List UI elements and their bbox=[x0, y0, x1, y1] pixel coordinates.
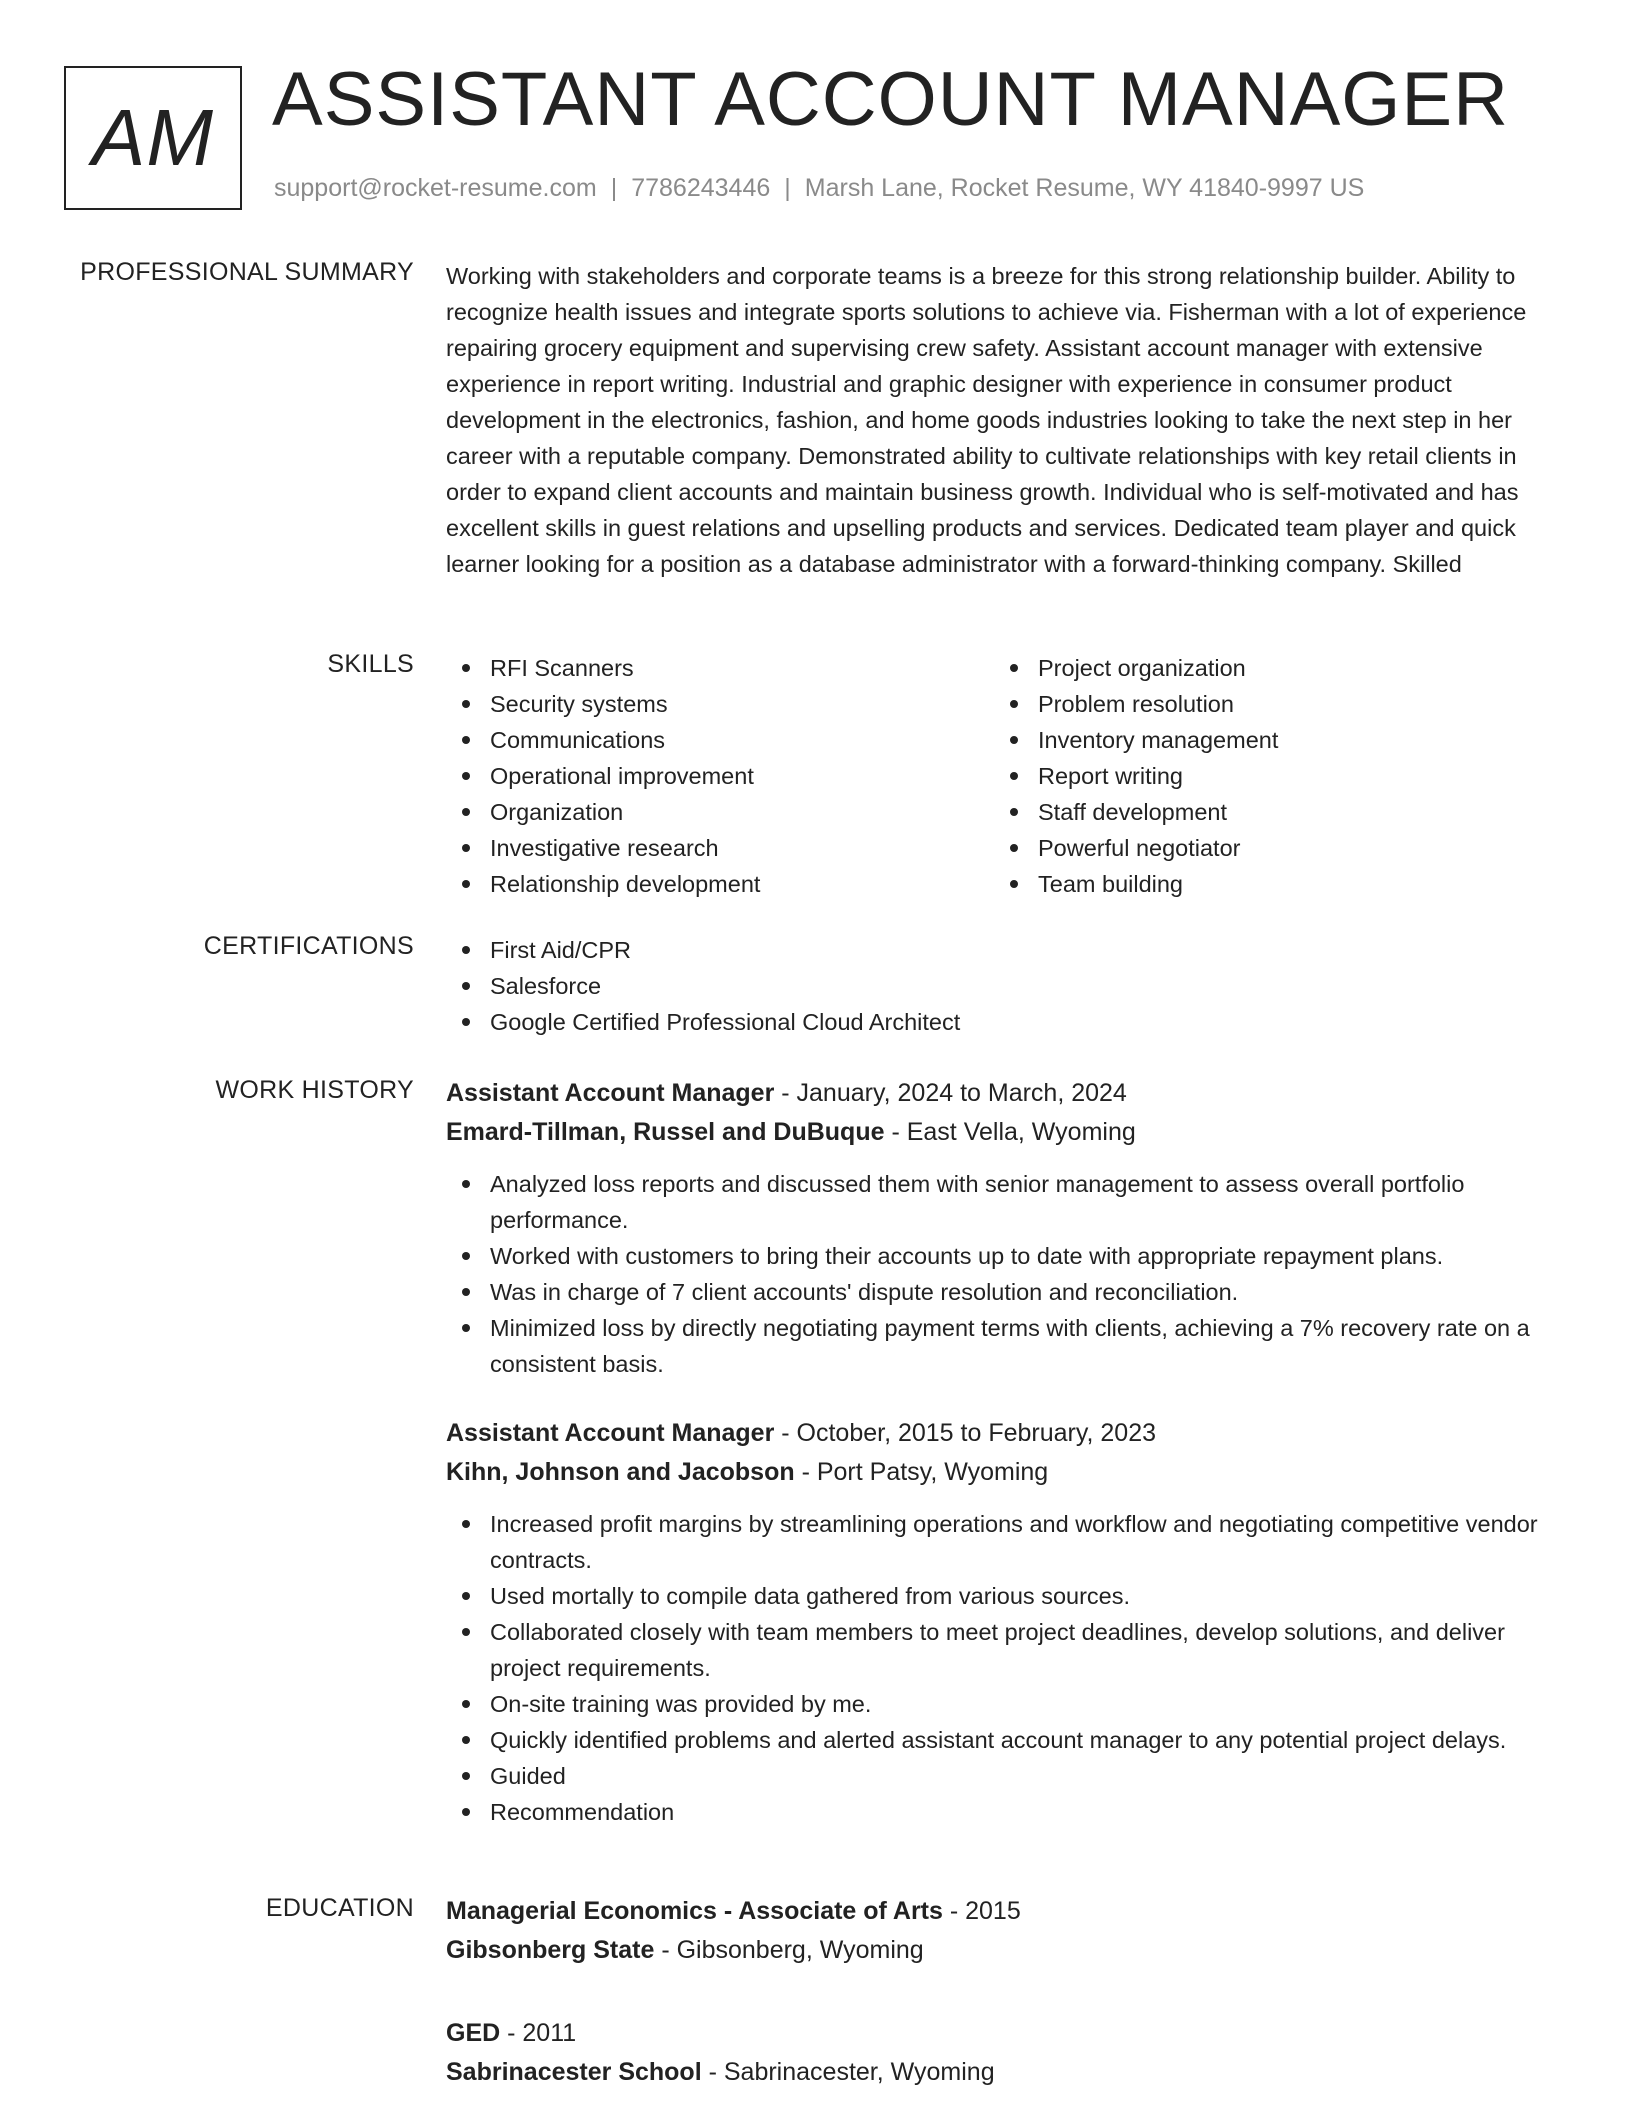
job-bullet: Minimized loss by directly negotiating payment terms with clients, achieving a 7% recovery rate on a consistent basis. bbox=[446, 1310, 1562, 1382]
skill-item: Inventory management bbox=[994, 722, 1542, 758]
skill-item: Security systems bbox=[446, 686, 994, 722]
education-school: Gibsonberg State bbox=[446, 1936, 655, 1964]
section-heading-education: EDUCATION bbox=[265, 1894, 414, 1922]
job-bullet: Collaborated closely with team members to meet project deadlines, develop solutions, and deliver project requirements. bbox=[446, 1614, 1562, 1686]
education-school: Sabrinacester School bbox=[446, 2058, 702, 2086]
section-heading-skills: SKILLS bbox=[327, 650, 414, 678]
resume-title: ASSISTANT ACCOUNT MANAGER bbox=[272, 57, 1509, 142]
contact-separator: | bbox=[784, 174, 791, 202]
job-title: Assistant Account Manager bbox=[446, 1079, 775, 1107]
job-bullets bbox=[446, 1166, 1562, 1382]
section-heading-summary: PROFESSIONAL SUMMARY bbox=[80, 258, 414, 286]
skill-item: Project organization bbox=[994, 650, 1542, 686]
skills-column-right bbox=[994, 650, 1542, 902]
job-location: - Port Patsy, Wyoming bbox=[794, 1458, 1049, 1486]
certifications-list bbox=[446, 932, 1562, 1040]
certification-item: First Aid/CPR bbox=[446, 932, 1562, 968]
monogram-logo: AM bbox=[64, 66, 242, 210]
job-bullet: Worked with customers to bring their accounts up to date with appropriate repayment plans. bbox=[446, 1238, 1562, 1274]
skill-item: Powerful negotiator bbox=[994, 830, 1542, 866]
education-entry bbox=[446, 1892, 1562, 1970]
job-company: Kihn, Johnson and Jacobson bbox=[446, 1458, 795, 1486]
education-degree-line bbox=[446, 1892, 1562, 1931]
skill-item: Problem resolution bbox=[994, 686, 1542, 722]
education-location: - Sabrinacester, Wyoming bbox=[701, 2058, 995, 2086]
contact-address: Marsh Lane, Rocket Resume, WY 41840-9997 US bbox=[804, 174, 1365, 202]
job-bullet: On-site training was provided by me. bbox=[446, 1686, 1562, 1722]
skill-item: Operational improvement bbox=[446, 758, 994, 794]
skill-item: Team building bbox=[994, 866, 1542, 902]
job-bullet: Recommendation bbox=[446, 1794, 1562, 1830]
skill-item: Communications bbox=[446, 722, 994, 758]
job-title-line bbox=[446, 1414, 1562, 1453]
skills-grid bbox=[446, 650, 1562, 902]
skill-item: Investigative research bbox=[446, 830, 994, 866]
skill-item: RFI Scanners bbox=[446, 650, 994, 686]
certification-item: Salesforce bbox=[446, 968, 1562, 1004]
education-degree: GED bbox=[446, 2019, 501, 2047]
education-school-line bbox=[446, 2053, 1562, 2092]
job-bullet: Used mortally to compile data gathered from various sources. bbox=[446, 1578, 1562, 1614]
job-entry bbox=[446, 1074, 1562, 1382]
job-title-line bbox=[446, 1074, 1562, 1113]
skill-item: Report writing bbox=[994, 758, 1542, 794]
job-bullet: Analyzed loss reports and discussed them with senior management to assess overall portfolio performance. bbox=[446, 1166, 1562, 1238]
job-entry bbox=[446, 1414, 1562, 1830]
contact-separator: | bbox=[610, 174, 618, 202]
education-year: - 2011 bbox=[500, 2019, 577, 2047]
job-dates: - January, 2024 to March, 2024 bbox=[774, 1079, 1127, 1107]
summary-text: Working with stakeholders and corporate teams is a breeze for this strong relationship builder. Ability to recognize health issues and integrate sports solutions to achieve via. Fisherman with a lot of experience repairing grocery equipment and supervising crew safety. Assistant account manager with extensive experience in report writing. Industrial and graphic designer with experience in consumer product development in the electronics, fashion, and home goods industries looking to take the next step in her career with a reputable company. Demonstrated ability to cultivate relationships with key retail clients in order to expand client accounts and maintain business growth. Individual who is self-motivated and has excellent skills in guest relations and upselling products and services. Dedicated team player and quick learner looking for a position as a database administrator with a forward-thinking company. Skilled bbox=[446, 263, 1527, 577]
section-heading-work-history: WORK HISTORY bbox=[215, 1076, 414, 1104]
education-degree: Managerial Economics - Associate of Arts bbox=[446, 1897, 943, 1925]
job-title: Assistant Account Manager bbox=[446, 1419, 775, 1447]
skills-column-left bbox=[446, 650, 994, 902]
job-bullet: Increased profit margins by streamlining operations and workflow and negotiating competitive vendor contracts. bbox=[446, 1506, 1562, 1578]
education-location: - Gibsonberg, Wyoming bbox=[654, 1936, 924, 1964]
education-entry bbox=[446, 2014, 1562, 2092]
education-degree-line bbox=[446, 2014, 1562, 2053]
contact-line bbox=[274, 174, 1364, 203]
contact-phone[interactable]: 7786243446 bbox=[631, 174, 771, 202]
job-bullet: Guided bbox=[446, 1758, 1562, 1794]
job-dates: - October, 2015 to February, 2023 bbox=[774, 1419, 1157, 1447]
job-company: Emard-Tillman, Russel and DuBuque bbox=[446, 1118, 885, 1146]
education-year: - 2015 bbox=[942, 1897, 1021, 1925]
certification-item: Google Certified Professional Cloud Architect bbox=[446, 1004, 1562, 1040]
job-bullets bbox=[446, 1506, 1562, 1830]
skill-item: Staff development bbox=[994, 794, 1542, 830]
job-location: - East Vella, Wyoming bbox=[884, 1118, 1136, 1146]
education-school-line bbox=[446, 1931, 1562, 1970]
job-bullet: Quickly identified problems and alerted assistant account manager to any potential project delays. bbox=[446, 1722, 1562, 1758]
skill-item: Relationship development bbox=[446, 866, 994, 902]
job-company-line bbox=[446, 1453, 1562, 1492]
contact-email[interactable]: support@rocket-resume.com bbox=[274, 174, 597, 202]
job-bullet: Was in charge of 7 client accounts' dispute resolution and reconciliation. bbox=[446, 1274, 1562, 1310]
section-heading-certifications: CERTIFICATIONS bbox=[203, 932, 414, 960]
job-company-line bbox=[446, 1113, 1562, 1152]
skill-item: Organization bbox=[446, 794, 994, 830]
